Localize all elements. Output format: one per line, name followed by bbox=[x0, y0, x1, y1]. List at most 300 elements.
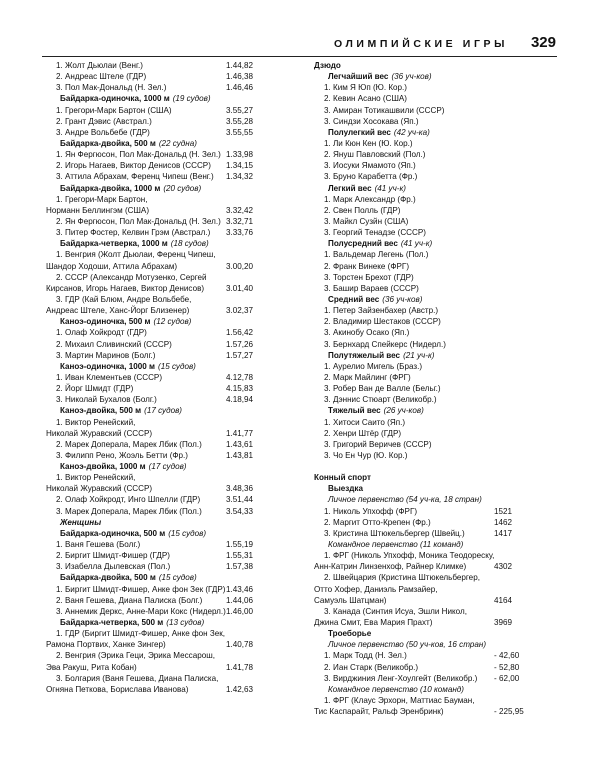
entry-text: 3. Пол Мак-Дональд (Н. Зел.) bbox=[56, 83, 167, 93]
result-value: 1462 bbox=[494, 517, 513, 527]
result-value: 1.56,42 bbox=[226, 328, 254, 338]
entry-text: 1. Олаф Хойкродт (ГДР) bbox=[56, 328, 147, 338]
entry-text: Отто Хофер, Даниэль Рамзайер, bbox=[314, 584, 438, 594]
result-row bbox=[46, 595, 264, 606]
result-row bbox=[46, 628, 264, 639]
result-row bbox=[46, 227, 264, 238]
result-row bbox=[314, 149, 524, 160]
entry-text: 2. Франк Винеке (ФРГ) bbox=[324, 261, 410, 271]
entry-text: 1. Аурелио Мигель (Браз.) bbox=[324, 361, 423, 371]
result-row bbox=[314, 261, 524, 272]
result-row bbox=[314, 428, 524, 439]
result-row bbox=[314, 183, 524, 194]
result-row bbox=[46, 305, 264, 316]
result-row bbox=[46, 372, 264, 383]
entry-text: Тис Каспарайт, Ральф Эренбринк) bbox=[314, 707, 444, 717]
result-value: 3.51,44 bbox=[226, 495, 254, 505]
result-row bbox=[314, 205, 524, 216]
result-row bbox=[46, 494, 264, 505]
entry-text: Эва Ракуш, Рита Кобан) bbox=[46, 662, 137, 672]
result-row bbox=[46, 662, 264, 673]
entry-text: 2. Януш Павловский (Пол.) bbox=[324, 150, 426, 160]
entry-text: Каноэ-двойка, 500 м bbox=[60, 406, 142, 416]
result-value: 3.01,40 bbox=[226, 283, 254, 293]
result-row bbox=[46, 160, 264, 171]
entry-count: (15 судов) bbox=[158, 573, 197, 583]
entry-text: 1. Ли Кюн Кен (Ю. Кор.) bbox=[324, 138, 413, 148]
entry-text: 1. Ваня Гешева (Болг.) bbox=[56, 540, 141, 550]
entry-text: Тяжелый вес bbox=[328, 406, 381, 416]
result-value: 1.55,31 bbox=[226, 551, 254, 561]
entry-text: Легчайший вес bbox=[328, 72, 389, 82]
result-row bbox=[46, 684, 264, 695]
entry-text: 1. Иван Клементьев (СССР) bbox=[56, 372, 163, 382]
result-row bbox=[46, 584, 264, 595]
result-value: 1.43,81 bbox=[226, 450, 254, 460]
entry-text: 2. Хенри Штёр (ГДР) bbox=[324, 428, 402, 438]
result-row bbox=[314, 305, 524, 316]
entry-text: 3. Робер Ван де Валле (Бельг.) bbox=[324, 384, 441, 394]
entry-text: 1. Жолт Дьюлаи (Венг.) bbox=[56, 61, 143, 70]
entry-text: Норманн Беллингэм (США) bbox=[46, 205, 150, 215]
entry-text: Каноэ-двойка, 1000 м bbox=[60, 462, 146, 472]
entry-text: 3. Майкл Сузйн (США) bbox=[324, 216, 409, 226]
entry-text: 2. Венгрия (Эрика Геци, Эрика Мессарош, bbox=[56, 651, 215, 661]
result-row bbox=[46, 572, 264, 583]
result-row bbox=[314, 105, 524, 116]
result-row bbox=[46, 283, 264, 294]
result-row bbox=[314, 662, 524, 673]
entry-text: Байдарка-одиночка, 1000 м bbox=[60, 94, 170, 104]
result-value: 1.34,32 bbox=[226, 172, 254, 182]
header-rule bbox=[42, 56, 557, 57]
result-value: 1.41,78 bbox=[226, 662, 254, 672]
result-row bbox=[46, 450, 264, 461]
entry-count: (22 судна) bbox=[158, 138, 197, 148]
result-value: 1417 bbox=[494, 528, 513, 538]
result-value: 3.55,27 bbox=[226, 105, 254, 115]
entry-text: Каноэ-одиночка, 1000 м bbox=[60, 361, 156, 371]
entry-count: (36 уч-ков) bbox=[391, 72, 432, 82]
result-row bbox=[314, 194, 524, 205]
entry-text: 2. Ян Фергюсон, Пол Мак-Дональд (Н. Зел.) bbox=[56, 216, 221, 226]
entry-text: 3. Николай Бухалов (Болг.) bbox=[56, 395, 157, 405]
left-column bbox=[46, 60, 264, 695]
result-value: 4164 bbox=[494, 595, 513, 605]
result-row bbox=[46, 361, 264, 372]
result-value: 4.12,78 bbox=[226, 372, 254, 382]
entry-text: Полусредний вес bbox=[328, 239, 398, 249]
result-row bbox=[314, 238, 524, 249]
result-row bbox=[46, 127, 264, 138]
entry-text: 3. Иосуки Ямамото (Яп.) bbox=[324, 161, 416, 171]
result-value: 1.42,63 bbox=[226, 684, 254, 694]
entry-text: Джина Смит, Ева Мария Прахт) bbox=[314, 618, 433, 628]
result-value: 3.00,20 bbox=[226, 261, 254, 271]
entry-text: 1. Вальдемар Легень (Пол.) bbox=[324, 250, 429, 260]
entry-text: 3. Синдзи Хосокава (Яп.) bbox=[324, 116, 419, 126]
result-row bbox=[314, 82, 524, 93]
result-row bbox=[314, 249, 524, 260]
entry-text: 2. Иан Старк (Великобр.) bbox=[324, 662, 419, 672]
entry-text: Средний вес bbox=[328, 294, 380, 304]
entry-count: (18 судов) bbox=[170, 239, 209, 249]
result-row bbox=[314, 606, 524, 617]
entry-text: 3. Григорий Веричев (СССР) bbox=[324, 439, 432, 449]
result-value: 1.46,00 bbox=[226, 606, 254, 616]
result-value: 1.57,27 bbox=[226, 350, 254, 360]
result-row bbox=[46, 417, 264, 428]
result-value: 3.02,37 bbox=[226, 306, 254, 316]
result-row bbox=[314, 372, 524, 383]
entry-text: 2. Марек Доперала, Марек Лбик (Пол.) bbox=[56, 439, 202, 449]
entry-count: (12 судов) bbox=[153, 317, 192, 327]
entry-text: Кирсанов, Игорь Нагаев, Виктор Денисов) bbox=[46, 283, 205, 293]
result-row bbox=[46, 216, 264, 227]
entry-text: 1. Хитоси Саито (Яп.) bbox=[324, 417, 406, 427]
entry-text: 3. Вирджиния Ленг-Хоулгейт (Великобр.) bbox=[324, 673, 478, 683]
result-value: 4.18,94 bbox=[226, 395, 254, 405]
result-row bbox=[314, 417, 524, 428]
result-row bbox=[46, 316, 264, 327]
entry-text: Конный спорт bbox=[314, 473, 371, 483]
entry-text: Николай Журавский (СССР) bbox=[46, 428, 153, 438]
result-row bbox=[46, 350, 264, 361]
entry-text: 2. Владимир Шестаков (СССР) bbox=[324, 317, 441, 327]
entry-text: Байдарка-двойка, 500 м bbox=[60, 138, 156, 148]
result-row bbox=[46, 617, 264, 628]
result-value: 3.32,71 bbox=[226, 216, 254, 226]
entry-text: 1. ФРГ (Николь Упхофф, Моника Теодореску, bbox=[324, 551, 495, 561]
result-row bbox=[46, 673, 264, 684]
entry-text: Женщины bbox=[60, 517, 102, 527]
result-row bbox=[46, 472, 264, 483]
running-header bbox=[0, 34, 600, 54]
entry-text: 3. Дэннис Стюарт (Великобр.) bbox=[324, 395, 437, 405]
entry-text: 3. Бруно Карабетта (Фр.) bbox=[324, 172, 418, 182]
entry-text: Командное первенство (10 команд) bbox=[328, 684, 464, 694]
result-value: - 52,80 bbox=[494, 662, 520, 672]
entry-text: 3. Георгий Тенадзе (СССР) bbox=[324, 228, 426, 238]
entry-text: 2. Ваня Гешева, Диана Палиска (Болг.) bbox=[56, 595, 203, 605]
entry-text: 1. Петер Зайзенбахер (Австр.) bbox=[324, 306, 439, 316]
result-value: - 42,60 bbox=[494, 651, 520, 661]
entry-text: Байдарка-четверка, 1000 м bbox=[60, 239, 168, 249]
result-value: 1.57,38 bbox=[226, 562, 254, 572]
entry-text: Огняна Петкова, Борислава Иванова) bbox=[46, 684, 189, 694]
entry-text: Каноэ-одиночка, 500 м bbox=[60, 317, 151, 327]
result-value: 1.33,98 bbox=[226, 150, 254, 160]
result-row bbox=[314, 584, 524, 595]
entry-text: 2. Андреас Штеле (ГДР) bbox=[56, 72, 147, 82]
result-row bbox=[314, 539, 524, 550]
entry-text: 3. Акинобу Осако (Яп.) bbox=[324, 328, 410, 338]
entry-text: 3. Аттила Абрахам, Ференц Чипеш (Венг.) bbox=[56, 172, 214, 182]
result-row bbox=[314, 350, 524, 361]
entry-text: Николай Журавский (СССР) bbox=[46, 484, 153, 494]
entry-count: (13 судов) bbox=[166, 618, 205, 628]
result-value: 3.54,33 bbox=[226, 506, 254, 516]
entry-text: 1. Грегори-Марк Бартон, bbox=[56, 194, 148, 204]
result-row bbox=[46, 394, 264, 405]
entry-count: (36 уч-ков) bbox=[382, 294, 423, 304]
entry-text: 1. Николь Упхофф (ФРГ) bbox=[324, 506, 418, 516]
result-value: 1.43,61 bbox=[226, 439, 254, 449]
entry-count: (41 уч-к) bbox=[374, 183, 406, 193]
entry-text: 1. ГДР (Биргит Шмидт-Фишер, Анке фон Зек, bbox=[56, 629, 226, 639]
result-row bbox=[314, 639, 524, 650]
result-row bbox=[314, 283, 524, 294]
entry-count: (26 уч-ков) bbox=[383, 406, 424, 416]
result-row bbox=[314, 673, 524, 684]
result-value: 1.40,78 bbox=[226, 640, 254, 650]
right-column bbox=[314, 60, 524, 717]
result-row bbox=[46, 439, 264, 450]
entry-text: 2. Маргит Отто-Крепен (Фр.) bbox=[324, 517, 431, 527]
entry-text: Байдарка-четверка, 500 м bbox=[60, 618, 164, 628]
result-row bbox=[314, 439, 524, 450]
result-value: 1.55,19 bbox=[226, 540, 254, 550]
entry-text: Личное первенство (54 уч-ка, 18 стран) bbox=[328, 495, 482, 505]
entry-text: Байдарка-одиночка, 500 м bbox=[60, 528, 166, 538]
entry-text: 3. Изабелла Дылевская (Пол.) bbox=[56, 562, 171, 572]
entry-count: (15 судов) bbox=[158, 361, 196, 371]
entry-count: (41 уч-к) bbox=[400, 239, 433, 249]
result-row bbox=[314, 216, 524, 227]
result-value: 3.32,42 bbox=[226, 205, 254, 215]
result-row bbox=[314, 127, 524, 138]
result-row bbox=[314, 650, 524, 661]
result-value: 3.55,55 bbox=[226, 127, 254, 137]
result-row bbox=[46, 82, 264, 93]
entry-text: Самуэль Шатцман) bbox=[314, 595, 387, 605]
result-row bbox=[314, 138, 524, 149]
entry-text: 2. Свен Полль (ГДР) bbox=[324, 205, 401, 215]
result-row bbox=[46, 483, 264, 494]
entry-text: Командное первенство (11 команд) bbox=[328, 540, 464, 550]
result-row bbox=[46, 428, 264, 439]
result-row bbox=[314, 394, 524, 405]
entry-text: 1. Биргит Шмидт-Фишер, Анке фон Зек (ГДР) bbox=[56, 584, 226, 594]
result-row bbox=[46, 405, 264, 416]
result-row bbox=[314, 327, 524, 338]
entry-text: Анн-Катрин Линзенхоф, Райнер Климке) bbox=[314, 562, 467, 572]
result-row bbox=[46, 249, 264, 260]
result-row bbox=[314, 339, 524, 350]
result-row bbox=[314, 684, 524, 695]
result-row bbox=[46, 194, 264, 205]
entry-text: Андреас Штеле, Ханс-Йорг Близенер) bbox=[46, 306, 190, 316]
result-row bbox=[46, 561, 264, 572]
result-row bbox=[46, 528, 264, 539]
result-row bbox=[46, 650, 264, 661]
entry-text: 1. Ким Я Юп (Ю. Кор.) bbox=[324, 83, 407, 93]
entry-text: 2. Игорь Нагаев, Виктор Денисов (СССР) bbox=[56, 161, 211, 171]
result-row bbox=[46, 272, 264, 283]
entry-text: 1. Марк Александр (Фр.) bbox=[324, 194, 416, 204]
entry-text: 3. Филипп Рено, Жоэль Бетти (Фр.) bbox=[56, 450, 188, 460]
result-value: - 62,00 bbox=[494, 673, 520, 683]
result-value: 3.48,36 bbox=[226, 484, 254, 494]
result-value: 1.46,38 bbox=[226, 72, 254, 82]
result-row bbox=[46, 105, 264, 116]
result-row bbox=[46, 339, 264, 350]
entry-text: Полутяжелый вес bbox=[328, 350, 401, 360]
result-value: 1.41,77 bbox=[226, 428, 254, 438]
result-row bbox=[314, 272, 524, 283]
entry-text: 3. Бернхард Спейкерс (Нидерл.) bbox=[324, 339, 446, 349]
entry-text: 2. Олаф Хойкродт, Инго Шпелли (ГДР) bbox=[56, 495, 201, 505]
entry-text: 2. Биргит Шмидт-Фишер (ГДР) bbox=[56, 551, 170, 561]
result-row bbox=[314, 517, 524, 528]
result-row bbox=[314, 595, 524, 606]
result-value: 3.33,76 bbox=[226, 228, 254, 238]
result-row bbox=[46, 461, 264, 472]
entry-count: (17 судов) bbox=[148, 462, 187, 472]
running-title: ОЛИМПИЙСКИЕ ИГРЫ bbox=[333, 38, 508, 50]
entry-text: Дзюдо bbox=[314, 61, 341, 70]
result-value: 1521 bbox=[494, 506, 513, 516]
result-row bbox=[46, 383, 264, 394]
entry-text: 2. Марк Майлинг (ФРГ) bbox=[324, 372, 411, 382]
result-row bbox=[46, 238, 264, 249]
result-row bbox=[314, 171, 524, 182]
result-row bbox=[314, 628, 524, 639]
result-row bbox=[46, 506, 264, 517]
result-row bbox=[46, 183, 264, 194]
result-row bbox=[46, 60, 264, 71]
entry-text: 2. Йорг Шмидт (ГДР) bbox=[56, 384, 134, 394]
entry-text: 3. Марек Доперала, Марек Лбик (Пол.) bbox=[56, 506, 202, 516]
entry-text: 1. Марк Тодд (Н. Зел.) bbox=[324, 651, 407, 661]
entry-count: (17 судов) bbox=[144, 406, 183, 416]
entry-text: 3. Амиран Тотикашвили (СССР) bbox=[324, 105, 445, 115]
entry-text: 1. ФРГ (Клаус Эрхорн, Маттиас Бауман, bbox=[324, 696, 475, 706]
result-row bbox=[314, 160, 524, 171]
entry-text: 3. ГДР (Кай Блюм, Андре Вольбебе, bbox=[56, 294, 192, 304]
entry-count: (20 судов) bbox=[163, 183, 202, 193]
result-row bbox=[46, 606, 264, 617]
result-value: 4.15,83 bbox=[226, 384, 254, 394]
result-value: 3.55,28 bbox=[226, 116, 254, 126]
result-row bbox=[314, 383, 524, 394]
result-row bbox=[314, 316, 524, 327]
result-row bbox=[314, 528, 524, 539]
entry-text: 3. Канада (Синтия Исуа, Эшли Никол, bbox=[324, 606, 467, 616]
result-row bbox=[46, 116, 264, 127]
entry-text: 3. Торстен Брехот (ГДР) bbox=[324, 272, 414, 282]
result-row bbox=[314, 227, 524, 238]
result-value: 1.34,15 bbox=[226, 161, 254, 171]
result-row bbox=[314, 695, 524, 706]
entry-text: Троеборье bbox=[328, 629, 372, 639]
result-row bbox=[46, 294, 264, 305]
entry-text: 3. Кристина Штюкельбергер (Швейц.) bbox=[324, 528, 465, 538]
result-row bbox=[46, 327, 264, 338]
entry-text: Личное первенство (50 уч-ков, 16 стран) bbox=[328, 640, 487, 650]
result-value: 3969 bbox=[494, 618, 513, 628]
result-row bbox=[46, 171, 264, 182]
entry-text: 2. Грант Дэвис (Австрал.) bbox=[56, 116, 152, 126]
result-row bbox=[314, 60, 524, 71]
entry-text: Шандор Ходоши, Аттила Абрахам) bbox=[46, 261, 178, 271]
result-value: 1.44,06 bbox=[226, 595, 254, 605]
result-value: 1.46,46 bbox=[226, 83, 254, 93]
entry-count: (15 судов) bbox=[168, 528, 207, 538]
entry-count: (42 уч-ка) bbox=[393, 127, 430, 137]
result-row bbox=[314, 461, 524, 472]
result-row bbox=[314, 116, 524, 127]
result-row bbox=[314, 93, 524, 104]
result-value: 4302 bbox=[494, 562, 513, 572]
entry-count: (21 уч-к) bbox=[403, 350, 435, 360]
entry-text: Выездка bbox=[328, 484, 363, 494]
result-row bbox=[314, 483, 524, 494]
result-row bbox=[46, 205, 264, 216]
entry-text: Легкий вес bbox=[328, 183, 372, 193]
result-row bbox=[46, 261, 264, 272]
result-row bbox=[46, 550, 264, 561]
result-row bbox=[46, 93, 264, 104]
result-row bbox=[314, 506, 524, 517]
entry-text: 3. Мартин Маринов (Болг.) bbox=[56, 350, 156, 360]
result-row bbox=[314, 294, 524, 305]
entry-text: 3. Чо Ен Чур (Ю. Кор.) bbox=[324, 450, 408, 460]
entry-text: 3. Аннемик Деркс, Анне-Мари Кокс (Нидерл.) bbox=[56, 606, 226, 616]
entry-text: 3. Башир Вараев (СССР) bbox=[324, 283, 419, 293]
result-row bbox=[46, 517, 264, 528]
entry-text: 1. Виктор Ренейский, bbox=[56, 473, 136, 483]
entry-text: 3. Андре Вольбебе (ГДР) bbox=[56, 127, 150, 137]
result-row bbox=[314, 472, 524, 483]
result-row bbox=[314, 617, 524, 628]
result-row bbox=[314, 561, 524, 572]
result-row bbox=[46, 71, 264, 82]
entry-text: 2. Михаил Сливинский (СССР) bbox=[56, 339, 172, 349]
entry-text: 3. Болгария (Ваня Гешева, Диана Палиска, bbox=[56, 673, 219, 683]
result-row bbox=[314, 450, 524, 461]
entry-text: Полулегкий вес bbox=[328, 127, 391, 137]
result-row bbox=[46, 149, 264, 160]
result-value: - 225,95 bbox=[494, 707, 524, 717]
result-row bbox=[314, 572, 524, 583]
entry-text: 2. СССР (Александр Мотузенко, Сергей bbox=[56, 272, 207, 282]
entry-text: 1. Грегори-Марк Бартон (США) bbox=[56, 105, 172, 115]
entry-text: 1. Венгрия (Жолт Дьюлаи, Ференц Чипеш, bbox=[56, 250, 216, 260]
entry-text: 1. Виктор Ренейский, bbox=[56, 417, 136, 427]
entry-text: 2. Швейцария (Кристина Штюкельбергер, bbox=[324, 573, 480, 583]
result-row bbox=[314, 361, 524, 372]
entry-text: 3. Питер Фостер, Келвин Грэм (Австрал.) bbox=[56, 228, 211, 238]
entry-text: 1. Ян Фергюсон, Пол Мак-Дональд (Н. Зел.) bbox=[56, 150, 221, 160]
entry-text: Рамона Портвих, Ханке Зингер) bbox=[46, 640, 166, 650]
result-row bbox=[314, 706, 524, 717]
result-row bbox=[314, 550, 524, 561]
entry-count: (19 судов) bbox=[172, 94, 211, 104]
result-row bbox=[314, 405, 524, 416]
result-value: 1.44,82 bbox=[226, 61, 254, 70]
entry-text: Байдарка-двойка, 1000 м bbox=[60, 183, 161, 193]
result-row bbox=[314, 71, 524, 82]
result-row bbox=[46, 539, 264, 550]
result-row bbox=[46, 639, 264, 650]
entry-text: 2. Кевин Асано (США) bbox=[324, 94, 407, 104]
result-value: 1.43,46 bbox=[226, 584, 254, 594]
page-number: 329 bbox=[530, 34, 556, 51]
result-value: 1.57,26 bbox=[226, 339, 254, 349]
result-row bbox=[46, 138, 264, 149]
entry-text: Байдарка-двойка, 500 м bbox=[60, 573, 156, 583]
